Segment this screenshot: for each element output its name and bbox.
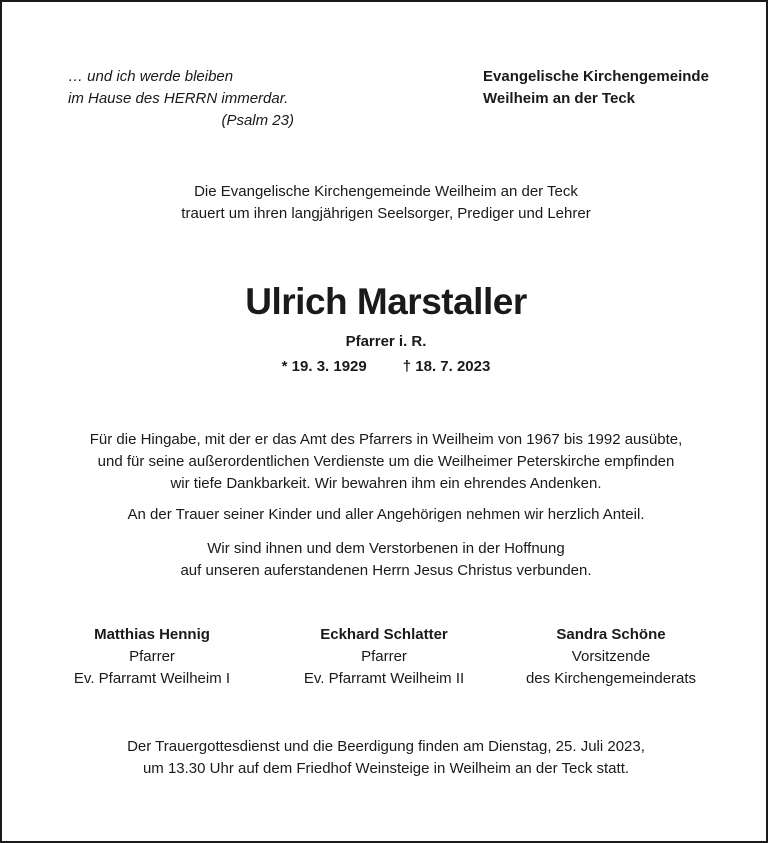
intro-line-2: trauert um ihren langjährigen Seelsorger, Prediger und Lehrer bbox=[181, 205, 591, 222]
paragraph-line: auf unseren auferstandenen Herrn Jesus Christus verbunden. bbox=[180, 562, 592, 579]
psalm-motto bbox=[68, 66, 294, 132]
signatory-block bbox=[491, 624, 731, 690]
closing-line-2: um 13.30 Uhr auf dem Friedhof Weinsteige in Weilheim an der Teck statt. bbox=[142, 760, 630, 777]
paragraph-line: Wir sind ihnen und dem Verstorbenen in der Hoffnung bbox=[207, 540, 565, 557]
paragraph-line: und für seine außerordentlichen Verdienste um die Weilheimer Peterskirche empfinden bbox=[97, 453, 675, 470]
life-dates bbox=[2, 357, 768, 377]
signatory-role: Pfarrer bbox=[129, 648, 175, 665]
motto-source: (Psalm 23) bbox=[221, 112, 294, 129]
signatory-role: Vorsitzende bbox=[571, 648, 651, 665]
motto-line-2: im Hause des HERRN immerdar. bbox=[68, 90, 289, 107]
paragraph-line: Für die Hingabe, mit der er das Amt des Pfarrers in Weilheim von 1967 bis 1992 ausübte, bbox=[89, 431, 683, 448]
signatory-name: Eckhard Schlatter bbox=[320, 626, 448, 643]
paragraph-line: wir tiefe Dankbarkeit. Wir bewahren ihm ein ehrendes Andenken. bbox=[170, 475, 602, 492]
signatory-block bbox=[32, 624, 272, 690]
signatory-name: Sandra Schöne bbox=[556, 626, 666, 643]
deceased-name: Ulrich Marstaller bbox=[245, 281, 527, 322]
faith-paragraph bbox=[2, 538, 768, 582]
signatory-org: Ev. Pfarramt Weilheim I bbox=[73, 670, 231, 687]
congregation-header bbox=[483, 66, 709, 110]
signatory-role: Pfarrer bbox=[361, 648, 407, 665]
intro-line-1: Die Evangelische Kirchengemeinde Weilheim an der Teck bbox=[194, 183, 578, 200]
signatory-block bbox=[264, 624, 504, 690]
death-date: † 18. 7. 2023 bbox=[402, 358, 491, 375]
congregation-line-1: Evangelische Kirchengemeinde bbox=[483, 68, 709, 85]
funeral-service-info bbox=[2, 736, 768, 780]
birth-date: * 19. 3. 1929 bbox=[281, 358, 367, 375]
intro-text bbox=[2, 181, 768, 225]
gratitude-paragraph bbox=[2, 429, 768, 495]
congregation-line-2: Weilheim an der Teck bbox=[483, 90, 635, 107]
motto-line-1: … und ich werde bleiben bbox=[68, 68, 234, 85]
deceased-title: Pfarrer i. R. bbox=[345, 333, 427, 350]
signatory-org: Ev. Pfarramt Weilheim II bbox=[303, 670, 465, 687]
signatory-org: des Kirchengemeinderats bbox=[525, 670, 697, 687]
condolence-paragraph bbox=[2, 504, 768, 526]
paragraph-line: An der Trauer seiner Kinder und aller Angehörigen nehmen wir herzlich Anteil. bbox=[127, 506, 645, 523]
signatory-name: Matthias Hennig bbox=[94, 626, 210, 643]
closing-line-1: Der Trauergottesdienst und die Beerdigung finden am Dienstag, 25. Juli 2023, bbox=[127, 738, 645, 755]
